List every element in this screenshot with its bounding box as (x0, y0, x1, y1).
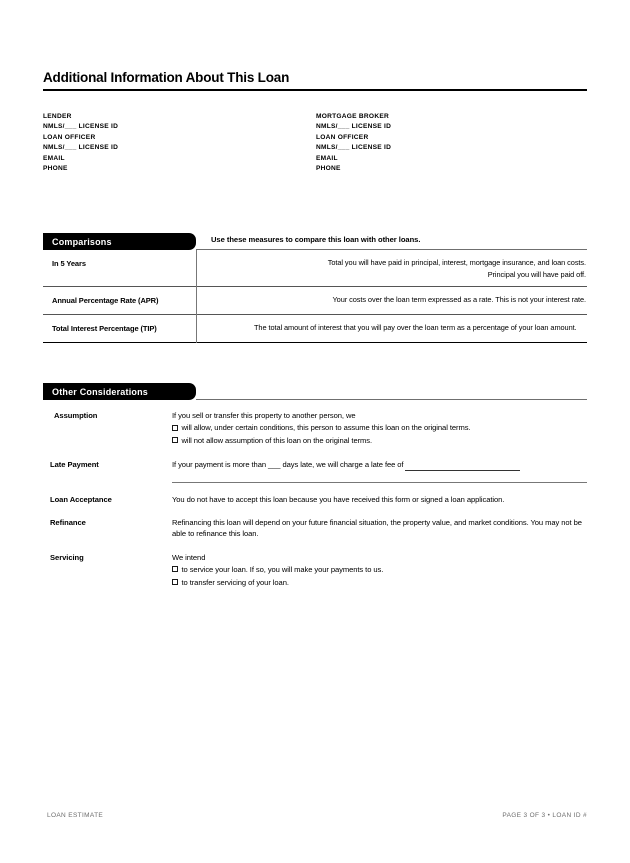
servicing-option-1-label: to service your loan. If so, you will make your payments to us. (181, 565, 384, 575)
lender-label: LENDER (43, 113, 72, 120)
consideration-body-refinance (172, 517, 587, 540)
broker-phone: PHONE (316, 165, 341, 173)
consideration-label-assumption: Assumption (54, 411, 98, 420)
servicing-option-2-label: to transfer servicing of your loan. (181, 577, 289, 587)
lender-email: EMAIL (43, 154, 65, 162)
checkbox-icon[interactable] (172, 579, 178, 585)
consideration-body-servicing (172, 552, 587, 588)
late-payment-text: If your payment is more than ___ days late, we will charge a late fee of (172, 460, 404, 470)
comparison-label-apr: Annual Percentage Rate (APR) (52, 296, 159, 306)
lender-nmls-license-id: NMLS/___ LICENSE ID (43, 123, 119, 131)
table-row (43, 315, 587, 343)
loan-acceptance-text: You do not have to accept this loan because you have received this form or signed a loan application. (172, 494, 505, 504)
broker-loan-officer: LOAN OFFICER (316, 133, 369, 141)
comparison-label-tip: Total Interest Percentage (TIP) (52, 324, 157, 334)
checkbox-icon[interactable] (172, 566, 178, 572)
comparison-value-apr (196, 287, 587, 312)
consideration-body-assumption (172, 410, 587, 446)
broker-officer-nmls-license-id: NMLS/___ LICENSE ID (316, 144, 392, 152)
comparisons-tab-label: Comparisons (52, 236, 112, 247)
assumption-option-2-label: will not allow assumption of this loan on the original terms. (181, 435, 373, 445)
late-fee-input-line[interactable] (405, 462, 520, 471)
comparison-value-tip (196, 315, 587, 340)
comparisons-note: Use these measures to compare this loan with other loans. (211, 235, 421, 244)
table-row (43, 287, 587, 315)
assumption-option-2[interactable] (172, 435, 587, 446)
footer-form-name: LOAN ESTIMATE (47, 812, 104, 819)
other-considerations-tab (43, 383, 196, 400)
consideration-body-late-payment (172, 459, 587, 470)
lender-loan-officer: LOAN OFFICER (43, 133, 96, 141)
page-footer (47, 812, 587, 819)
lender-column (43, 112, 314, 174)
comparison-line: Total you will have paid in principal, interest, mortgage insurance, and loan costs. (327, 258, 586, 267)
consideration-row-assumption (43, 400, 587, 446)
lender-phone: PHONE (43, 165, 68, 173)
consideration-label-refinance: Refinance (50, 518, 86, 528)
refinance-text: Refinancing this loan will depend on your future financial situation, the property value, and market conditions. You may not be able to refinance this loan. (172, 518, 582, 539)
table-row (43, 250, 587, 287)
servicing-option-2[interactable] (172, 577, 587, 588)
late-payment-text-wrapper (172, 459, 587, 470)
comparison-line: Principal you will have paid off. (487, 269, 586, 279)
comparison-line: The total amount of interest that you will pay over the loan term as a percentage of your loan amount. (254, 323, 577, 333)
comparison-value-in-5-years (196, 250, 587, 286)
mortgage-broker-column (314, 112, 587, 174)
consideration-row-late-payment (43, 446, 587, 470)
other-considerations-header (43, 383, 587, 400)
checkbox-icon[interactable] (172, 425, 178, 431)
comparisons-section (43, 233, 587, 343)
comparisons-header (43, 233, 587, 250)
other-considerations-tab-label: Other Considerations (52, 386, 149, 397)
consideration-row-loan-acceptance (43, 483, 587, 505)
assumption-option-1[interactable] (172, 422, 587, 433)
consideration-label-loan-acceptance: Loan Acceptance (50, 494, 112, 504)
comparisons-column-divider (196, 250, 197, 343)
footer-page-indicator: PAGE 3 OF 3 • LOAN ID # (502, 812, 587, 819)
page-title: Additional Information About This Loan (43, 70, 290, 85)
assumption-intro: If you sell or transfer this property to another person, we (172, 411, 356, 420)
broker-nmls-license-id: NMLS/___ LICENSE ID (316, 123, 392, 131)
consideration-label-servicing: Servicing (50, 552, 84, 562)
title-rule (43, 89, 587, 91)
broker-label: MORTGAGE BROKER (316, 113, 389, 120)
comparisons-tab (43, 233, 196, 250)
lender-officer-nmls-license-id: NMLS/___ LICENSE ID (43, 144, 119, 152)
comparisons-table (43, 250, 587, 343)
page-title-block (43, 70, 587, 91)
other-considerations-section (43, 383, 587, 588)
consideration-label-late-payment: Late Payment (50, 460, 99, 470)
assumption-option-1-label: will allow, under certain conditions, this person to assume this loan on the original terms. (181, 423, 471, 433)
consideration-row-servicing (43, 540, 587, 588)
comparison-label-in-5-years: In 5 Years (52, 259, 86, 268)
consideration-row-refinance (43, 505, 587, 540)
contact-information (43, 112, 587, 174)
servicing-intro: We intend (172, 552, 206, 562)
broker-email: EMAIL (316, 154, 338, 162)
consideration-body-loan-acceptance (172, 494, 587, 505)
checkbox-icon[interactable] (172, 437, 178, 443)
comparison-line: Your costs over the loan term expressed as a rate. This is not your interest rate. (332, 295, 586, 305)
servicing-option-1[interactable] (172, 564, 587, 575)
other-considerations-header-rule (196, 399, 587, 400)
